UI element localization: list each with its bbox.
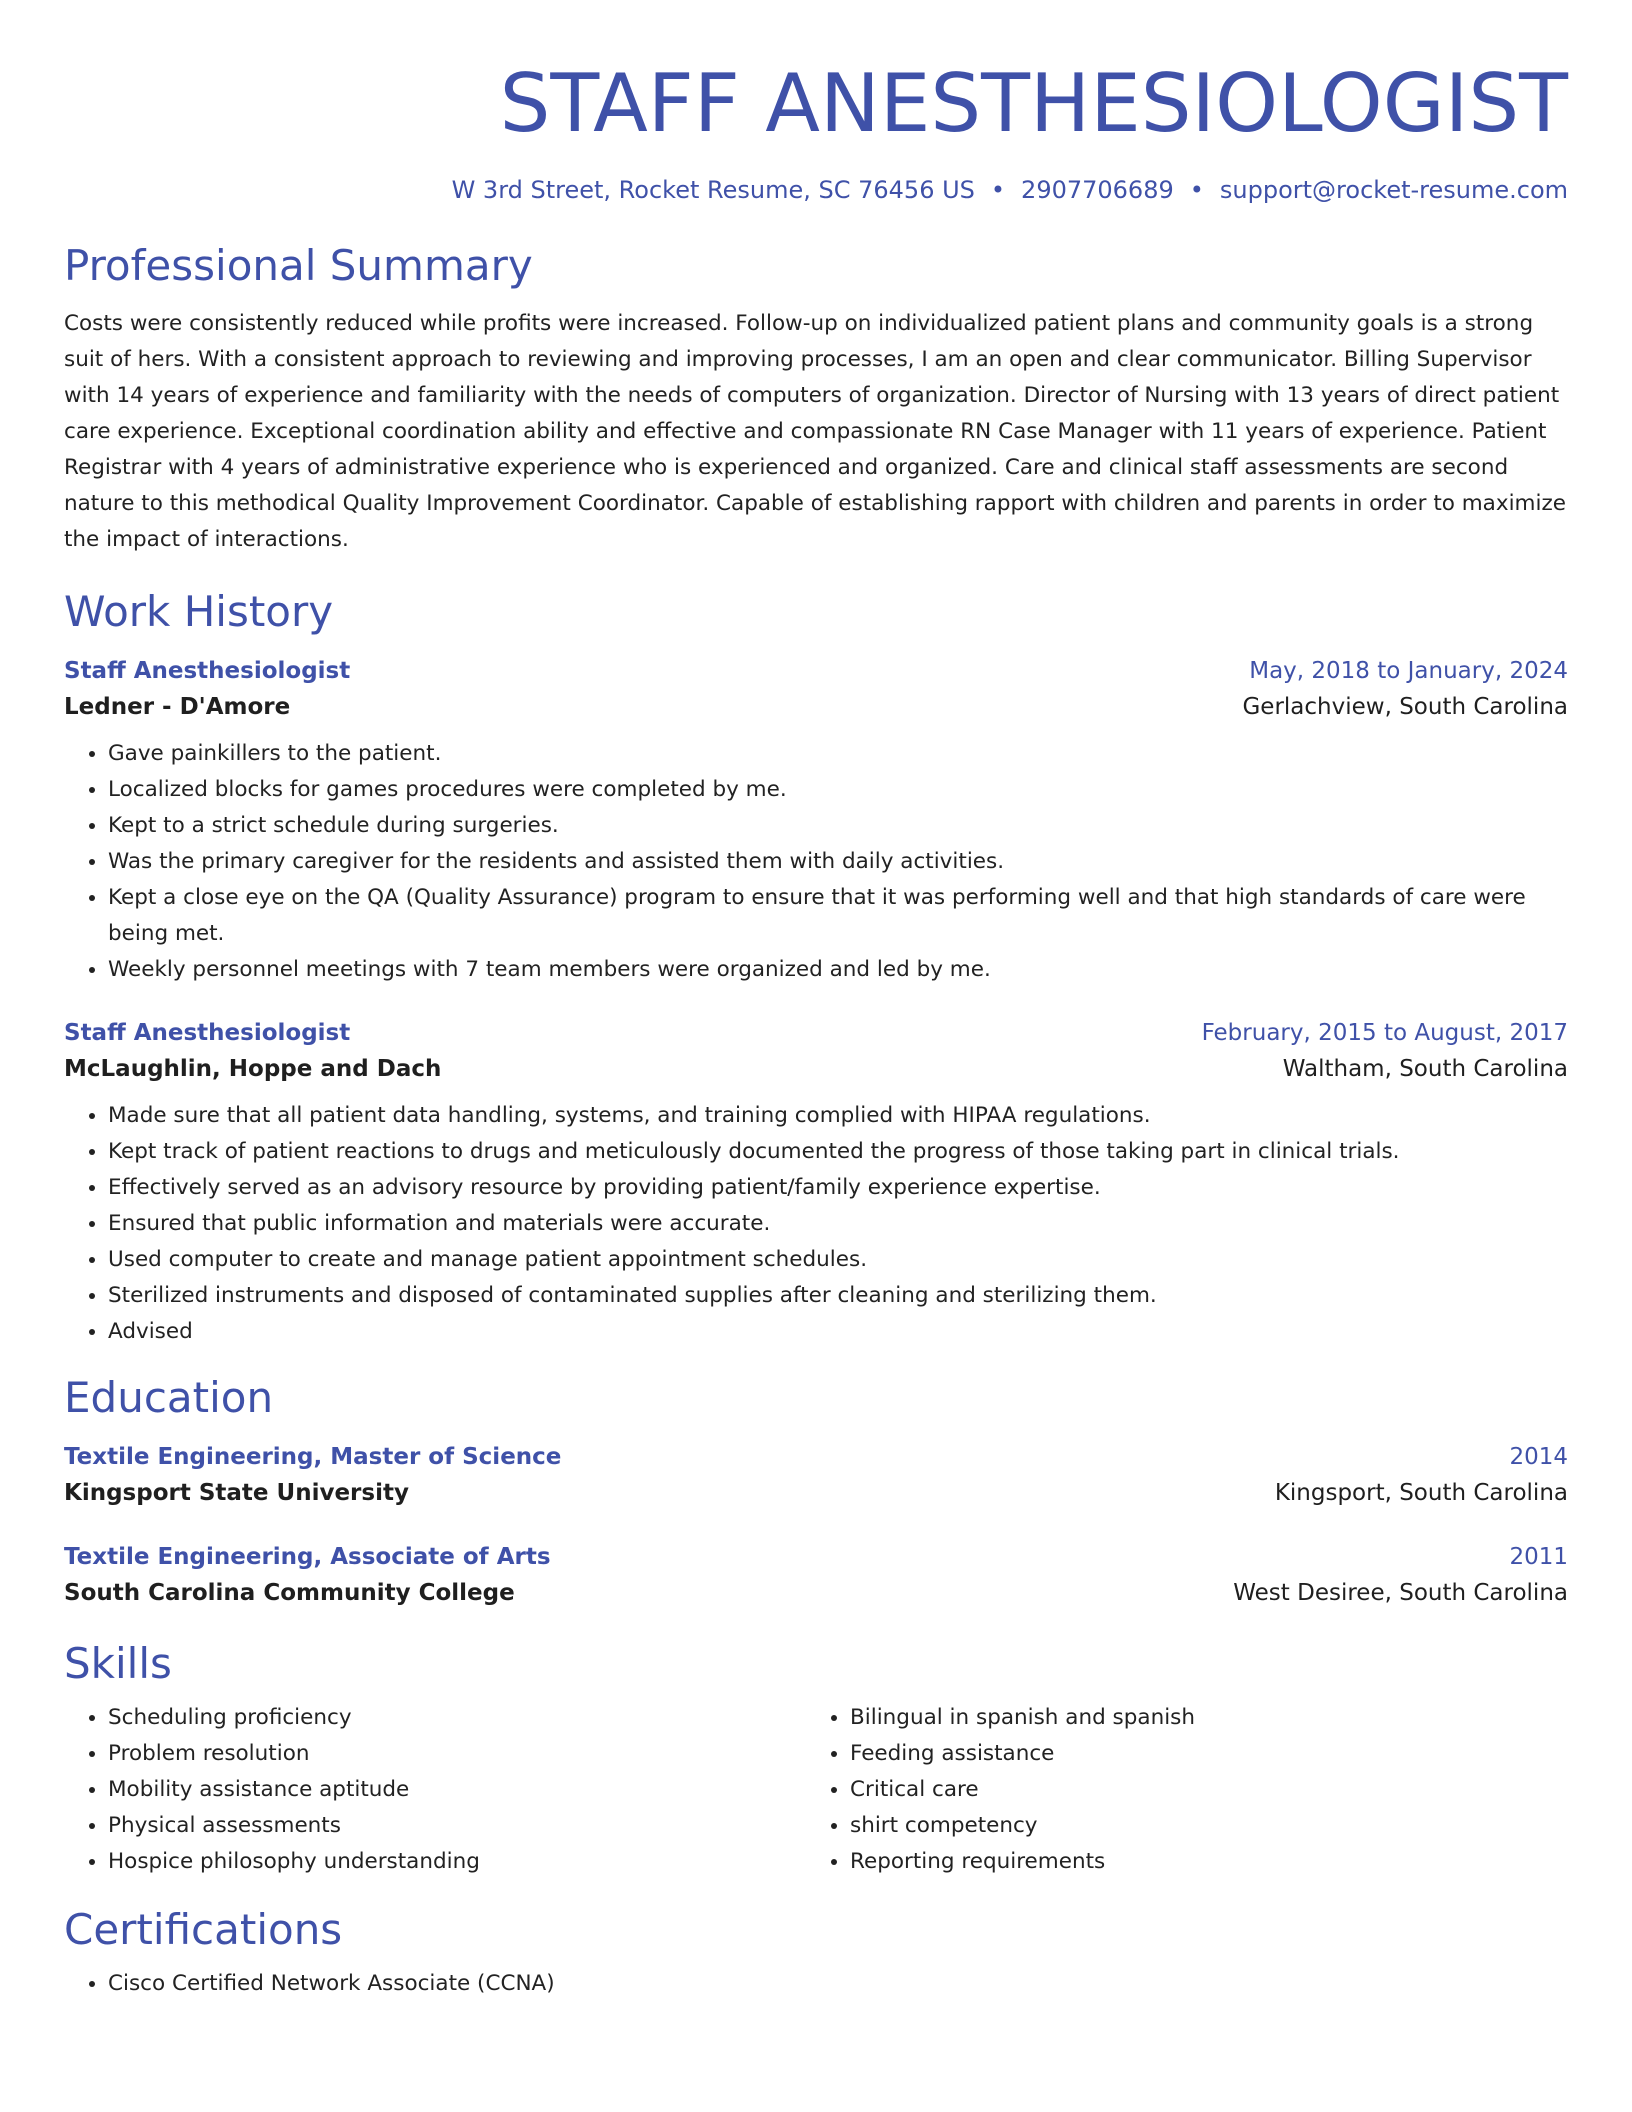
education-school: South Carolina Community College: [64, 1580, 515, 1606]
candidate-title: STAFF ANESTHESIOLOGIST: [499, 57, 1568, 150]
contact-email: support@rocket-resume.com: [1219, 176, 1568, 204]
job-location: Waltham, South Carolina: [1282, 1056, 1568, 1082]
job-bullet: • Kept a close eye on the QA (Quality Assurance) program to ensure that it was performing well and that high standards of care were being met.: [108, 880, 1568, 952]
job-company-row: [64, 688, 1568, 726]
education-year: 2014: [1509, 1444, 1568, 1470]
skill-item: • Problem resolution: [108, 1736, 806, 1772]
education-entry: [64, 1540, 1568, 1612]
education-degree: Textile Engineering, Associate of Arts: [64, 1544, 551, 1570]
skill-item: • Mobility assistance aptitude: [108, 1772, 806, 1808]
skills-section: [64, 1638, 1568, 1880]
job-company-row: [64, 1050, 1568, 1088]
work-history-section: [64, 586, 1568, 1350]
job-entry: [64, 1016, 1568, 1350]
job-entry: [64, 654, 1568, 988]
contact-phone: 2907706689: [1021, 176, 1174, 204]
education-degree: Textile Engineering, Master of Science: [64, 1444, 562, 1470]
job-bullet: • Sterilized instruments and disposed of contaminated supplies after cleaning and sterilizing them.: [108, 1278, 1568, 1314]
job-bullet: • Kept to a strict schedule during surgeries.: [108, 808, 1568, 844]
certification-item: • Cisco Certified Network Associate (CCNA): [108, 1966, 1568, 2002]
job-bullet: • Localized blocks for games procedures were completed by me.: [108, 772, 1568, 808]
job-bullet: • Was the primary caregiver for the residents and assisted them with daily activities.: [108, 844, 1568, 880]
job-location: Gerlachview, South Carolina: [1242, 694, 1568, 720]
contact-separator: •: [1189, 176, 1204, 204]
skill-item: • Feeding assistance: [850, 1736, 1548, 1772]
job-company: Ledner - D'Amore: [64, 694, 291, 720]
job-title-row: [64, 654, 1568, 688]
job-dates: February, 2015 to August, 2017: [1201, 1020, 1568, 1046]
skill-item: • Critical care: [850, 1772, 1548, 1808]
section-title-work: Work History: [64, 587, 334, 636]
contact-line: [64, 174, 1568, 206]
resume-header: [64, 56, 1568, 206]
skill-item: • Hospice philosophy understanding: [108, 1844, 806, 1880]
skills-grid: [64, 1700, 1568, 1880]
education-location: Kingsport, South Carolina: [1274, 1480, 1568, 1506]
job-bullet: • Made sure that all patient data handling, systems, and training complied with HIPAA regulations.: [108, 1098, 1568, 1134]
education-school-row: [64, 1574, 1568, 1612]
job-company: McLaughlin, Hoppe and Dach: [64, 1056, 442, 1082]
job-bullet: • Kept track of patient reactions to drugs and meticulously documented the progress of those taking part in clinical trials.: [108, 1134, 1568, 1170]
professional-summary-section: [64, 240, 1568, 558]
contact-address: W 3rd Street, Rocket Resume, SC 76456 US: [451, 176, 975, 204]
skills-column-right: [806, 1700, 1548, 1880]
section-title-education: Education: [64, 1373, 274, 1422]
skill-item: • shirt competency: [850, 1808, 1548, 1844]
job-bullet: • Advised: [108, 1314, 1568, 1350]
education-entry: [64, 1440, 1568, 1512]
section-title-summary: Professional Summary: [64, 241, 533, 290]
job-bullets: [64, 1098, 1568, 1350]
education-year: 2011: [1509, 1544, 1568, 1570]
education-section: [64, 1372, 1568, 1612]
certification-list: [64, 1966, 1568, 2002]
job-bullet: • Gave painkillers to the patient.: [108, 736, 1568, 772]
section-title-skills: Skills: [64, 1639, 172, 1688]
skill-item: • Scheduling proficiency: [108, 1700, 806, 1736]
job-bullet: • Weekly personnel meetings with 7 team members were organized and led by me.: [108, 952, 1568, 988]
job-bullet: • Ensured that public information and materials were accurate.: [108, 1206, 1568, 1242]
education-school: Kingsport State University: [64, 1480, 409, 1506]
education-school-row: [64, 1474, 1568, 1512]
job-bullets: [64, 736, 1568, 988]
job-dates: May, 2018 to January, 2024: [1249, 658, 1568, 684]
summary-text: Costs were consistently reduced while profits were increased. Follow-up on individualized patient plans and community goals is a strong suit of hers. With a consistent approach to reviewing and improving processes, I am an open and clear communicator. Billing Supervisor with 14 years of experience and familiarity with the needs of computers of organization. Director of Nursing with 13 years of direct patient care experience. Exceptional coordination ability and effective and compassionate RN Case Manager with 11 years of experience. Patient Registrar with 4 years of administrative experience who is experienced and organized. Care and clinical staff assessments are second nature to this methodical Quality Improvement Coordinator. Capable of establishing rapport with children and parents in order to maximize the impact of interactions.: [64, 311, 1566, 552]
education-location: West Desiree, South Carolina: [1233, 1580, 1568, 1606]
job-title-row: [64, 1016, 1568, 1050]
job-role: Staff Anesthesiologist: [64, 658, 351, 684]
job-bullet: • Effectively served as an advisory resource by providing patient/family experience expertise.: [108, 1170, 1568, 1206]
education-degree-row: [64, 1440, 1568, 1474]
job-bullet: • Used computer to create and manage patient appointment schedules.: [108, 1242, 1568, 1278]
job-role: Staff Anesthesiologist: [64, 1020, 351, 1046]
contact-separator: •: [990, 176, 1006, 204]
skill-item: • Bilingual in spanish and spanish: [850, 1700, 1548, 1736]
skill-item: • Reporting requirements: [850, 1844, 1548, 1880]
certifications-section: [64, 1904, 1568, 2002]
section-title-certifications: Certifications: [64, 1905, 343, 1954]
skills-column-left: [64, 1700, 806, 1880]
education-degree-row: [64, 1540, 1568, 1574]
skill-item: • Physical assessments: [108, 1808, 806, 1844]
